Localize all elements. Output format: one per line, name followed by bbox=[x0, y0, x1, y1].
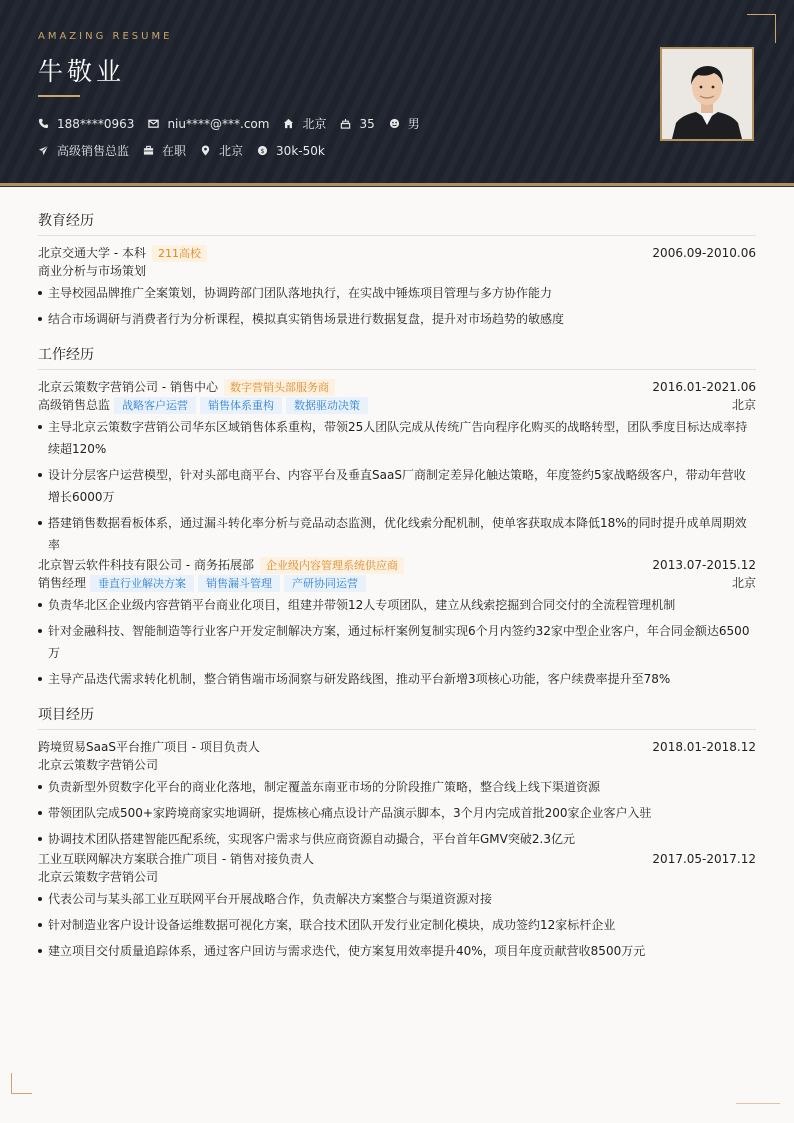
resume-tagline: AMAZING RESUME bbox=[38, 31, 173, 42]
list-item: 负责新型外贸数字化平台的商业化落地，制定覆盖东南亚市场的分阶段推广策略，整合线上线下渠道资源 bbox=[38, 776, 756, 798]
project-name: 跨境贸易SaaS平台推广项目 - 项目负责人 bbox=[38, 740, 260, 754]
work-item bbox=[38, 556, 756, 690]
age: 35 bbox=[359, 116, 375, 131]
work-date: 2016.01-2021.06 bbox=[652, 380, 756, 394]
company-name: 北京云策数字营销公司 - 销售中心 bbox=[38, 380, 218, 394]
target-position: 高级销售总监 bbox=[57, 144, 130, 158]
list-item: 协调技术团队搭建智能匹配系统，实现客户需求与供应商资源自动撮合，平台首年GMV突破2.3亿元 bbox=[38, 828, 756, 850]
target-position-info bbox=[38, 142, 129, 159]
residence-city: 北京 bbox=[302, 117, 327, 131]
email-address: niu****@***.com bbox=[167, 116, 270, 131]
work-item bbox=[38, 378, 756, 556]
salary-info bbox=[257, 144, 325, 158]
svg-text:$: $ bbox=[260, 146, 265, 155]
location-icon bbox=[200, 145, 211, 156]
profile-photo bbox=[660, 47, 754, 141]
corner-decoration-bottom-right bbox=[736, 1103, 780, 1104]
corner-decoration-top-right bbox=[747, 14, 776, 43]
school-name: 北京交通大学 - 本科 bbox=[38, 246, 146, 260]
email-info bbox=[148, 117, 269, 131]
section-title-education: 教育经历 bbox=[38, 210, 756, 236]
work-city: 北京 bbox=[731, 576, 756, 590]
candidate-name: 牛敬业 bbox=[38, 57, 126, 86]
job-role: 销售经理 bbox=[38, 576, 87, 590]
corner-decoration-bottom-left bbox=[11, 1073, 32, 1094]
project-heading-row bbox=[38, 850, 756, 868]
work-bullets bbox=[38, 594, 756, 690]
work-bullets bbox=[38, 416, 756, 556]
list-item: 针对制造业客户设计设备运维数据可视化方案，联合技术团队开发行业定制化模块，成功签约12家标杆企业 bbox=[38, 914, 756, 936]
project-org: 北京云策数字营销公司 bbox=[38, 870, 159, 884]
company-tag: 企业级内容管理系统供应商 bbox=[260, 557, 404, 574]
list-item: 搭建销售数据看板体系，通过漏斗转化率分析与竞品动态监测，优化线索分配机制，使单客获取成本降低18%的同时提升成单周期效率 bbox=[38, 512, 756, 556]
mail-icon bbox=[148, 118, 159, 129]
gender: 男 bbox=[407, 117, 420, 131]
project-bullets bbox=[38, 888, 756, 962]
list-item: 建立项目交付质量追踪体系，通过客户回访与需求迭代，使方案复用效率提升40%，项目年度贡献营收8500万元 bbox=[38, 940, 756, 962]
job-info-row bbox=[38, 142, 339, 159]
project-section bbox=[38, 704, 756, 962]
role-left bbox=[38, 396, 368, 414]
header-divider-shadow bbox=[0, 186, 794, 187]
work-heading-row bbox=[38, 378, 756, 396]
skill-tag: 产研协同运营 bbox=[284, 575, 366, 592]
list-item: 主导产品迭代需求转化机制，整合销售端市场洞察与研发路线图，推动平台新增3项核心功能，客户续费率提升至78% bbox=[38, 668, 756, 690]
salary-icon bbox=[257, 145, 268, 156]
list-item: 代表公司与某头部工业互联网平台开展战略合作，负责解决方案整合与渠道资源对接 bbox=[38, 888, 756, 910]
resume-body bbox=[38, 210, 756, 976]
job-role: 高级销售总监 bbox=[38, 398, 111, 412]
list-item: 带领团队完成500+家跨境商家实地调研，提炼核心痛点设计产品演示脚本，3个月内完成首批200家企业客户入驻 bbox=[38, 802, 756, 824]
role-row bbox=[38, 574, 756, 592]
section-title-work: 工作经历 bbox=[38, 344, 756, 370]
education-heading-left bbox=[38, 244, 207, 262]
company-tag: 数字营销头部服务商 bbox=[224, 379, 335, 396]
project-item bbox=[38, 738, 756, 850]
job-status: 在职 bbox=[162, 144, 187, 158]
phone-info bbox=[38, 117, 134, 131]
work-city: 北京 bbox=[731, 398, 756, 412]
age-info bbox=[340, 117, 374, 131]
education-date: 2006.09-2010.06 bbox=[652, 246, 756, 260]
project-item bbox=[38, 850, 756, 962]
list-item: 设计分层客户运营模型，针对头部电商平台、内容平台及垂直SaaS厂商制定差异化触达策略，年度签约5家战略级客户，带动年营收增长6000万 bbox=[38, 464, 756, 508]
list-item: 负责华北区企业级内容营销平台商业化项目，组建并带领12人专项团队，建立从线索挖掘到合同交付的全流程管理机制 bbox=[38, 594, 756, 616]
work-heading-left bbox=[38, 378, 335, 396]
skill-tag: 数据驱动决策 bbox=[286, 397, 368, 414]
residence-info bbox=[283, 115, 326, 132]
contact-info-row bbox=[38, 115, 434, 132]
skill-tag: 垂直行业解决方案 bbox=[90, 575, 194, 592]
work-heading-row bbox=[38, 556, 756, 574]
phone-icon bbox=[38, 118, 49, 129]
phone-number: 188****0963 bbox=[57, 116, 135, 131]
list-item: 结合市场调研与消费者行为分析课程，模拟真实销售场景进行数据复盘，提升对市场趋势的敏感度 bbox=[38, 308, 756, 330]
target-city: 北京 bbox=[219, 144, 244, 158]
project-heading-row bbox=[38, 738, 756, 756]
skill-tag: 销售漏斗管理 bbox=[198, 575, 280, 592]
role-left bbox=[38, 574, 366, 592]
list-item: 主导校园品牌推广全案策划，协调跨部门团队落地执行，在实战中锤炼项目管理与多方协作能力 bbox=[38, 282, 756, 304]
project-org: 北京云策数字营销公司 bbox=[38, 758, 159, 772]
company-name: 北京智云软件科技有限公司 - 商务拓展部 bbox=[38, 558, 254, 572]
project-date: 2018.01-2018.12 bbox=[652, 740, 756, 754]
list-item: 针对金融科技、智能制造等行业客户开发定制解决方案，通过标杆案例复制实现6个月内签约32家中型企业客户，年合同金额达6500万 bbox=[38, 620, 756, 664]
skill-tag: 销售体系重构 bbox=[200, 397, 282, 414]
work-section bbox=[38, 344, 756, 690]
work-date: 2013.07-2015.12 bbox=[652, 558, 756, 572]
project-date: 2017.05-2017.12 bbox=[652, 852, 756, 866]
expected-salary: 30k-50k bbox=[276, 143, 325, 158]
project-bullets bbox=[38, 776, 756, 850]
avatar-portrait bbox=[662, 49, 752, 139]
list-item: 主导北京云策数字营销公司华东区域销售体系重构，带领25人团队完成从传统广告向程序化购买的战略转型，团队季度目标达成率持续超120% bbox=[38, 416, 756, 460]
education-heading-row bbox=[38, 244, 756, 262]
major: 商业分析与市场策划 bbox=[38, 264, 147, 278]
name-underline bbox=[38, 95, 80, 97]
project-name: 工业互联网解决方案联合推广项目 - 销售对接负责人 bbox=[38, 852, 314, 866]
briefcase-icon bbox=[143, 145, 154, 156]
gender-icon bbox=[389, 118, 400, 129]
gender-info bbox=[389, 115, 420, 132]
cake-icon bbox=[340, 118, 351, 129]
section-title-projects: 项目经历 bbox=[38, 704, 756, 730]
education-bullets bbox=[38, 282, 756, 330]
job-status-info bbox=[143, 142, 186, 159]
send-icon bbox=[38, 145, 49, 156]
education-section bbox=[38, 210, 756, 330]
home-icon bbox=[283, 118, 294, 129]
school-tag: 211高校 bbox=[152, 245, 207, 262]
role-row bbox=[38, 396, 756, 414]
target-city-info bbox=[200, 142, 243, 159]
skill-tag: 战略客户运营 bbox=[114, 397, 196, 414]
work-heading-left bbox=[38, 556, 404, 574]
